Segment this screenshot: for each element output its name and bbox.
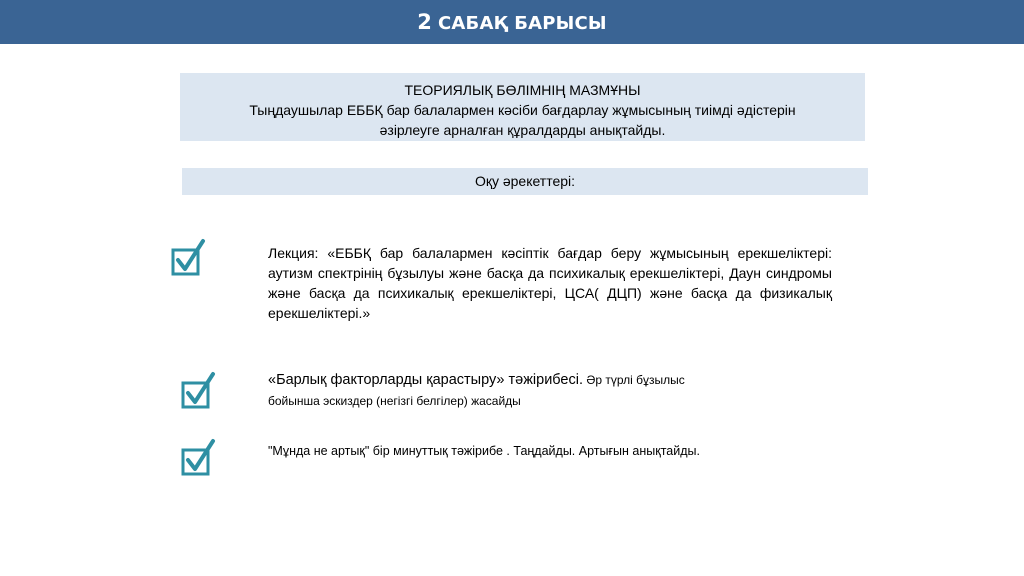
checkbox-checked-icon [180,438,216,478]
slide-header [0,0,1024,44]
theory-content-box [180,73,865,141]
activity-item-lecture: Лекция: «ЕББҚ бар балалармен кәсіптік бағдар беру жұмысының ерекшеліктері: аутизм спектрінің бұзылуы және басқа да психикалық ерекшеліктері, Даун синдромы және басқа да психикалық ерекшеліктері, ЦСА( ДЦП) және басқа да физикалық ерекшеліктері.» [268,245,832,321]
slide-number: 2 [417,10,433,34]
factors-practice-desc-2: бойынша эскиздер (негізгі белгілер) жасайды [268,394,521,408]
checkbox-checked-icon [180,371,216,411]
theory-line-2: әзірлеуге арналған құралдарды анықтайды. [379,122,666,138]
activity-item-factors [268,369,788,411]
factors-practice-desc-1: Әр түрлі бұзылыс [583,373,685,387]
activity-item-odd-one-out: "Мұнда не артық" бір минуттық тәжірибе . Таңдайды. Артығын анықтайды. [268,444,700,458]
theory-line-1: Тыңдаушылар ЕББҚ бар балалармен кәсіби бағдарлау жұмысының тиімді әдістерін [249,102,796,118]
checkbox-checked-icon [170,238,206,278]
theory-heading: ТЕОРИЯЛЫҚ БӨЛІМНІҢ МАЗМҰНЫ [404,82,641,98]
slide-title [417,10,607,34]
activities-label: Оқу әрекеттері: [474,173,576,189]
activities-box [182,168,868,195]
factors-practice-title: «Барлық факторларды қарастыру» тәжірибесі. [268,372,583,388]
slide-title-text: САБАҚ БАРЫСЫ [438,13,607,34]
